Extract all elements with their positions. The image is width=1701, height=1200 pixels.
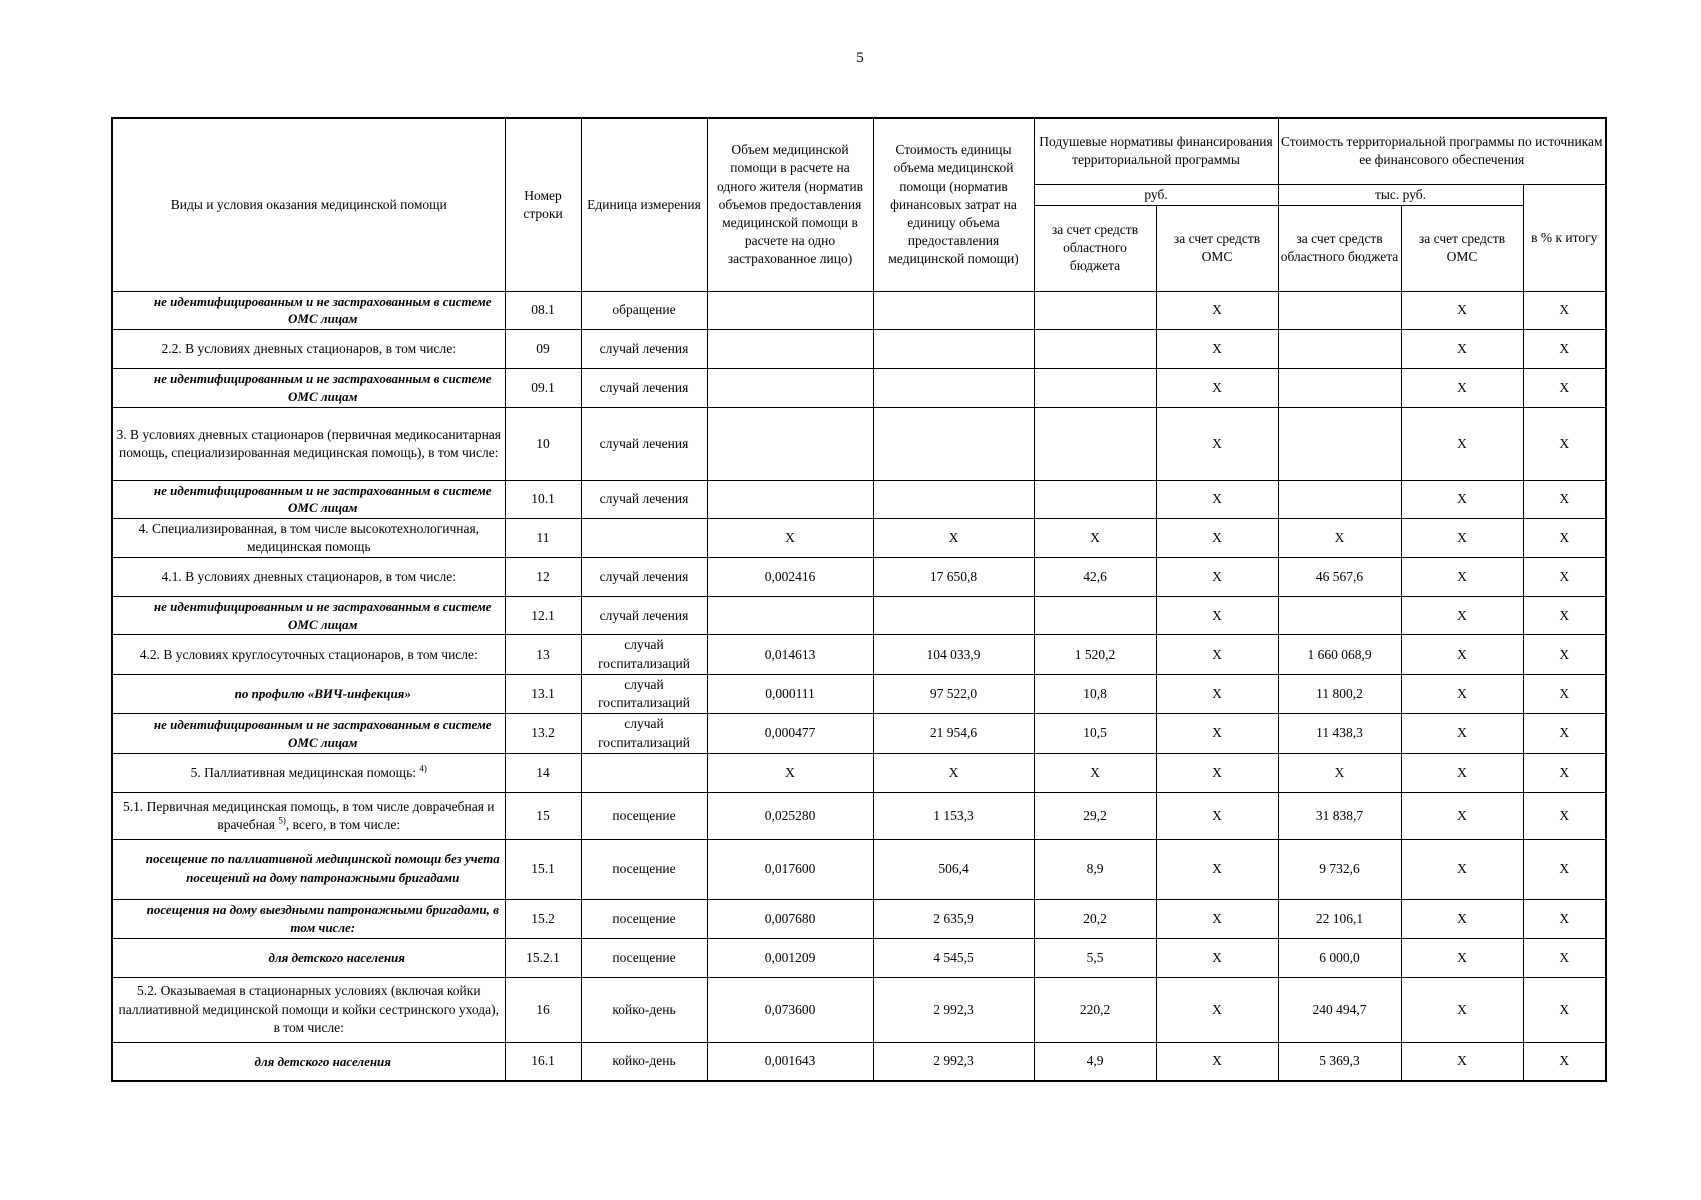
table-row bbox=[112, 291, 1606, 329]
header-norm-oms: за счет средств ОМС bbox=[1156, 205, 1278, 291]
row-name: 4.2. В условиях круглосуточных стационаров, в том числе: bbox=[112, 635, 505, 674]
table-row bbox=[112, 329, 1606, 368]
row-norm-regional: 29,2 bbox=[1034, 792, 1156, 839]
row-name-text-tail: , всего, в том числе: bbox=[285, 816, 401, 832]
row-cost: 17 650,8 bbox=[873, 558, 1034, 597]
row-norm-regional bbox=[1034, 329, 1156, 368]
row-number: 14 bbox=[505, 753, 581, 792]
row-unit: обращение bbox=[581, 291, 707, 329]
row-name: по профилю «ВИЧ-инфекция» bbox=[112, 674, 505, 713]
row-unit: случай лечения bbox=[581, 597, 707, 635]
row-unit: посещение bbox=[581, 792, 707, 839]
row-norm-oms: X bbox=[1156, 792, 1278, 839]
row-norm-oms: X bbox=[1156, 597, 1278, 635]
row-cost: 97 522,0 bbox=[873, 674, 1034, 713]
row-unit: посещение bbox=[581, 938, 707, 977]
row-norm-oms: X bbox=[1156, 938, 1278, 977]
row-percent: X bbox=[1523, 839, 1606, 899]
row-number: 16 bbox=[505, 977, 581, 1042]
row-number: 13.2 bbox=[505, 714, 581, 753]
table-row bbox=[112, 368, 1606, 407]
row-total-oms: X bbox=[1401, 558, 1523, 597]
row-unit: посещение bbox=[581, 839, 707, 899]
row-total-oms: X bbox=[1401, 368, 1523, 407]
row-number: 15.2 bbox=[505, 899, 581, 938]
row-total-regional: 240 494,7 bbox=[1278, 977, 1401, 1042]
row-volume: 0,000111 bbox=[707, 674, 873, 713]
row-number: 15.1 bbox=[505, 839, 581, 899]
row-number: 08.1 bbox=[505, 291, 581, 329]
row-name: 4. Специализированная, в том числе высокотехнологичная, медицинская помощь bbox=[112, 518, 505, 557]
row-unit: койко-день bbox=[581, 977, 707, 1042]
row-percent: X bbox=[1523, 977, 1606, 1042]
row-norm-regional: X bbox=[1034, 518, 1156, 557]
footnote-marker: 4) bbox=[419, 763, 427, 774]
row-cost: 21 954,6 bbox=[873, 714, 1034, 753]
row-cost: 4 545,5 bbox=[873, 938, 1034, 977]
row-cost bbox=[873, 597, 1034, 635]
row-name: 5.2. Оказываемая в стационарных условиях (включая койки паллиативной медицинской помощи и койки сестринского ухода), в том числе: bbox=[112, 977, 505, 1042]
row-total-oms: X bbox=[1401, 938, 1523, 977]
header-total-regional: за счет средств областного бюджета bbox=[1278, 205, 1401, 291]
row-unit: случай лечения bbox=[581, 558, 707, 597]
row-name: 4.1. В условиях дневных стационаров, в том числе: bbox=[112, 558, 505, 597]
row-percent: X bbox=[1523, 329, 1606, 368]
row-total-oms: X bbox=[1401, 1042, 1523, 1081]
table-row bbox=[112, 674, 1606, 713]
header-unit-rub: руб. bbox=[1034, 184, 1278, 205]
row-norm-regional bbox=[1034, 291, 1156, 329]
row-total-oms: X bbox=[1401, 329, 1523, 368]
row-norm-oms: X bbox=[1156, 977, 1278, 1042]
row-volume bbox=[707, 597, 873, 635]
row-norm-oms: X bbox=[1156, 1042, 1278, 1081]
row-total-regional bbox=[1278, 480, 1401, 518]
row-volume: 0,001643 bbox=[707, 1042, 873, 1081]
header-program-cost: Стоимость территориальной программы по источникам ее финансового обеспечения bbox=[1278, 118, 1606, 184]
table-body bbox=[112, 291, 1606, 1081]
row-norm-oms: X bbox=[1156, 899, 1278, 938]
row-total-regional: 11 800,2 bbox=[1278, 674, 1401, 713]
row-total-oms: X bbox=[1401, 839, 1523, 899]
row-total-regional bbox=[1278, 329, 1401, 368]
row-number: 12.1 bbox=[505, 597, 581, 635]
table-row bbox=[112, 977, 1606, 1042]
row-cost bbox=[873, 368, 1034, 407]
table-row bbox=[112, 518, 1606, 557]
row-percent: X bbox=[1523, 899, 1606, 938]
page-number: 5 bbox=[856, 50, 864, 66]
row-norm-regional: 220,2 bbox=[1034, 977, 1156, 1042]
row-norm-regional: 10,5 bbox=[1034, 714, 1156, 753]
row-unit bbox=[581, 518, 707, 557]
row-number: 10.1 bbox=[505, 480, 581, 518]
row-name: не идентифицированным и не застрахованным в системе ОМС лицам bbox=[112, 480, 505, 518]
row-total-oms: X bbox=[1401, 518, 1523, 557]
row-total-oms: X bbox=[1401, 480, 1523, 518]
row-name bbox=[112, 792, 505, 839]
row-number: 15 bbox=[505, 792, 581, 839]
row-name: посещения на дому выездными патронажными бригадами, в том числе: bbox=[112, 899, 505, 938]
row-total-regional: 22 106,1 bbox=[1278, 899, 1401, 938]
row-total-regional: 11 438,3 bbox=[1278, 714, 1401, 753]
table-row bbox=[112, 714, 1606, 753]
row-unit: случай лечения bbox=[581, 480, 707, 518]
row-total-oms: X bbox=[1401, 792, 1523, 839]
row-percent: X bbox=[1523, 792, 1606, 839]
row-norm-oms: X bbox=[1156, 753, 1278, 792]
row-total-regional: 9 732,6 bbox=[1278, 839, 1401, 899]
row-total-oms: X bbox=[1401, 977, 1523, 1042]
row-cost: X bbox=[873, 753, 1034, 792]
row-volume: 0,025280 bbox=[707, 792, 873, 839]
row-norm-oms: X bbox=[1156, 635, 1278, 674]
table-row bbox=[112, 480, 1606, 518]
row-norm-oms: X bbox=[1156, 518, 1278, 557]
row-norm-oms: X bbox=[1156, 368, 1278, 407]
header-per-capita-norms: Подушевые нормативы финансирования территориальной программы bbox=[1034, 118, 1278, 184]
row-cost: 104 033,9 bbox=[873, 635, 1034, 674]
row-norm-regional: 4,9 bbox=[1034, 1042, 1156, 1081]
row-unit: случай госпитализаций bbox=[581, 635, 707, 674]
row-norm-oms: X bbox=[1156, 558, 1278, 597]
row-name bbox=[112, 753, 505, 792]
row-name: не идентифицированным и не застрахованным в системе ОМС лицам bbox=[112, 714, 505, 753]
row-total-oms: X bbox=[1401, 597, 1523, 635]
row-norm-oms: X bbox=[1156, 291, 1278, 329]
table-row bbox=[112, 558, 1606, 597]
row-percent: X bbox=[1523, 714, 1606, 753]
row-norm-regional bbox=[1034, 597, 1156, 635]
row-total-regional bbox=[1278, 407, 1401, 480]
row-norm-regional bbox=[1034, 407, 1156, 480]
row-cost: 2 992,3 bbox=[873, 1042, 1034, 1081]
row-name: для детского населения bbox=[112, 938, 505, 977]
row-volume bbox=[707, 291, 873, 329]
table-row bbox=[112, 407, 1606, 480]
header-percent-total: в % к итогу bbox=[1523, 184, 1606, 291]
row-volume: 0,073600 bbox=[707, 977, 873, 1042]
row-number: 15.2.1 bbox=[505, 938, 581, 977]
row-total-oms: X bbox=[1401, 407, 1523, 480]
row-name: для детского населения bbox=[112, 1042, 505, 1081]
row-percent: X bbox=[1523, 558, 1606, 597]
header-unit-thousand-rub: тыс. руб. bbox=[1278, 184, 1523, 205]
row-volume: 0,002416 bbox=[707, 558, 873, 597]
row-percent: X bbox=[1523, 480, 1606, 518]
row-volume: 0,007680 bbox=[707, 899, 873, 938]
row-total-regional: X bbox=[1278, 753, 1401, 792]
row-volume: 0,001209 bbox=[707, 938, 873, 977]
row-volume bbox=[707, 407, 873, 480]
row-unit: случай лечения bbox=[581, 407, 707, 480]
row-volume: 0,017600 bbox=[707, 839, 873, 899]
row-unit: случай госпитализаций bbox=[581, 674, 707, 713]
row-cost bbox=[873, 291, 1034, 329]
header-norm-regional: за счет средств областного бюджета bbox=[1034, 205, 1156, 291]
row-unit: случай лечения bbox=[581, 329, 707, 368]
row-total-oms: X bbox=[1401, 899, 1523, 938]
row-number: 12 bbox=[505, 558, 581, 597]
row-norm-regional: 5,5 bbox=[1034, 938, 1156, 977]
row-norm-oms: X bbox=[1156, 407, 1278, 480]
row-name: не идентифицированным и не застрахованным в системе ОМС лицам bbox=[112, 291, 505, 329]
row-number: 11 bbox=[505, 518, 581, 557]
row-number: 09.1 bbox=[505, 368, 581, 407]
row-volume bbox=[707, 329, 873, 368]
table-row bbox=[112, 753, 1606, 792]
table-row bbox=[112, 597, 1606, 635]
row-total-regional: 1 660 068,9 bbox=[1278, 635, 1401, 674]
row-volume bbox=[707, 368, 873, 407]
row-cost: 1 153,3 bbox=[873, 792, 1034, 839]
row-norm-oms: X bbox=[1156, 329, 1278, 368]
medical-care-table bbox=[111, 117, 1607, 1082]
row-total-regional: 5 369,3 bbox=[1278, 1042, 1401, 1081]
row-norm-regional bbox=[1034, 480, 1156, 518]
row-cost bbox=[873, 480, 1034, 518]
row-cost: X bbox=[873, 518, 1034, 557]
header-unit-cost: Стоимость единицы объема медицинской помощи (норматив финансовых затрат на единицу объема предоставления медицинской помощи) bbox=[873, 118, 1034, 291]
row-norm-regional: 10,8 bbox=[1034, 674, 1156, 713]
row-volume: 0,014613 bbox=[707, 635, 873, 674]
row-norm-regional: 20,2 bbox=[1034, 899, 1156, 938]
row-norm-oms: X bbox=[1156, 480, 1278, 518]
row-total-regional bbox=[1278, 597, 1401, 635]
row-number: 16.1 bbox=[505, 1042, 581, 1081]
row-volume: X bbox=[707, 753, 873, 792]
row-percent: X bbox=[1523, 291, 1606, 329]
row-name-text: 5. Паллиативная медицинская помощь: bbox=[190, 764, 416, 780]
footnote-marker: 5) bbox=[278, 815, 286, 826]
row-percent: X bbox=[1523, 938, 1606, 977]
row-percent: X bbox=[1523, 635, 1606, 674]
row-percent: X bbox=[1523, 368, 1606, 407]
row-name: посещение по паллиативной медицинской помощи без учета посещений на дому патронажными бригадами bbox=[112, 839, 505, 899]
row-total-oms: X bbox=[1401, 635, 1523, 674]
row-total-oms: X bbox=[1401, 714, 1523, 753]
row-total-regional: 6 000,0 bbox=[1278, 938, 1401, 977]
row-name: не идентифицированным и не застрахованным в системе ОМС лицам bbox=[112, 368, 505, 407]
header-volume: Объем медицинской помощи в расчете на одного жителя (норматив объемов предоставления медицинской помощи в расчете на одно застрахованное лицо) bbox=[707, 118, 873, 291]
row-number: 09 bbox=[505, 329, 581, 368]
row-norm-oms: X bbox=[1156, 714, 1278, 753]
row-name: 2.2. В условиях дневных стационаров, в том числе: bbox=[112, 329, 505, 368]
row-total-oms: X bbox=[1401, 674, 1523, 713]
row-norm-regional bbox=[1034, 368, 1156, 407]
row-total-regional bbox=[1278, 291, 1401, 329]
row-unit: случай лечения bbox=[581, 368, 707, 407]
row-norm-regional: 1 520,2 bbox=[1034, 635, 1156, 674]
row-cost bbox=[873, 407, 1034, 480]
row-cost: 506,4 bbox=[873, 839, 1034, 899]
row-percent: X bbox=[1523, 1042, 1606, 1081]
row-volume bbox=[707, 480, 873, 518]
row-total-regional: 46 567,6 bbox=[1278, 558, 1401, 597]
row-unit bbox=[581, 753, 707, 792]
table-row bbox=[112, 792, 1606, 839]
row-cost: 2 635,9 bbox=[873, 899, 1034, 938]
row-number: 13.1 bbox=[505, 674, 581, 713]
row-name: не идентифицированным и не застрахованным в системе ОМС лицам bbox=[112, 597, 505, 635]
table-row bbox=[112, 938, 1606, 977]
row-volume: X bbox=[707, 518, 873, 557]
row-norm-regional: 42,6 bbox=[1034, 558, 1156, 597]
row-norm-oms: X bbox=[1156, 839, 1278, 899]
row-volume: 0,000477 bbox=[707, 714, 873, 753]
row-total-regional bbox=[1278, 368, 1401, 407]
row-number: 13 bbox=[505, 635, 581, 674]
row-name: 3. В условиях дневных стационаров (первичная медикосанитарная помощь, специализированная медицинская помощь), в том числе: bbox=[112, 407, 505, 480]
row-cost bbox=[873, 329, 1034, 368]
header-row-number: Номер строки bbox=[505, 118, 581, 291]
row-unit: посещение bbox=[581, 899, 707, 938]
row-unit: случай госпитализаций bbox=[581, 714, 707, 753]
row-unit: койко-день bbox=[581, 1042, 707, 1081]
row-total-regional: X bbox=[1278, 518, 1401, 557]
row-cost: 2 992,3 bbox=[873, 977, 1034, 1042]
row-percent: X bbox=[1523, 518, 1606, 557]
row-percent: X bbox=[1523, 674, 1606, 713]
row-total-oms: X bbox=[1401, 291, 1523, 329]
row-number: 10 bbox=[505, 407, 581, 480]
table-row bbox=[112, 899, 1606, 938]
table-row bbox=[112, 635, 1606, 674]
row-norm-regional: 8,9 bbox=[1034, 839, 1156, 899]
row-norm-oms: X bbox=[1156, 674, 1278, 713]
row-percent: X bbox=[1523, 407, 1606, 480]
row-norm-regional: X bbox=[1034, 753, 1156, 792]
header-kinds: Виды и условия оказания медицинской помощи bbox=[112, 118, 505, 291]
row-name-text: 5.1. Первичная медицинская помощь, в том числе доврачебная и врачебная bbox=[122, 798, 495, 832]
header-total-oms: за счет средств ОМС bbox=[1401, 205, 1523, 291]
row-total-oms: X bbox=[1401, 753, 1523, 792]
table-row bbox=[112, 1042, 1606, 1081]
row-total-regional: 31 838,7 bbox=[1278, 792, 1401, 839]
row-percent: X bbox=[1523, 753, 1606, 792]
table-row bbox=[112, 839, 1606, 899]
header-unit: Единица измерения bbox=[581, 118, 707, 291]
row-percent: X bbox=[1523, 597, 1606, 635]
